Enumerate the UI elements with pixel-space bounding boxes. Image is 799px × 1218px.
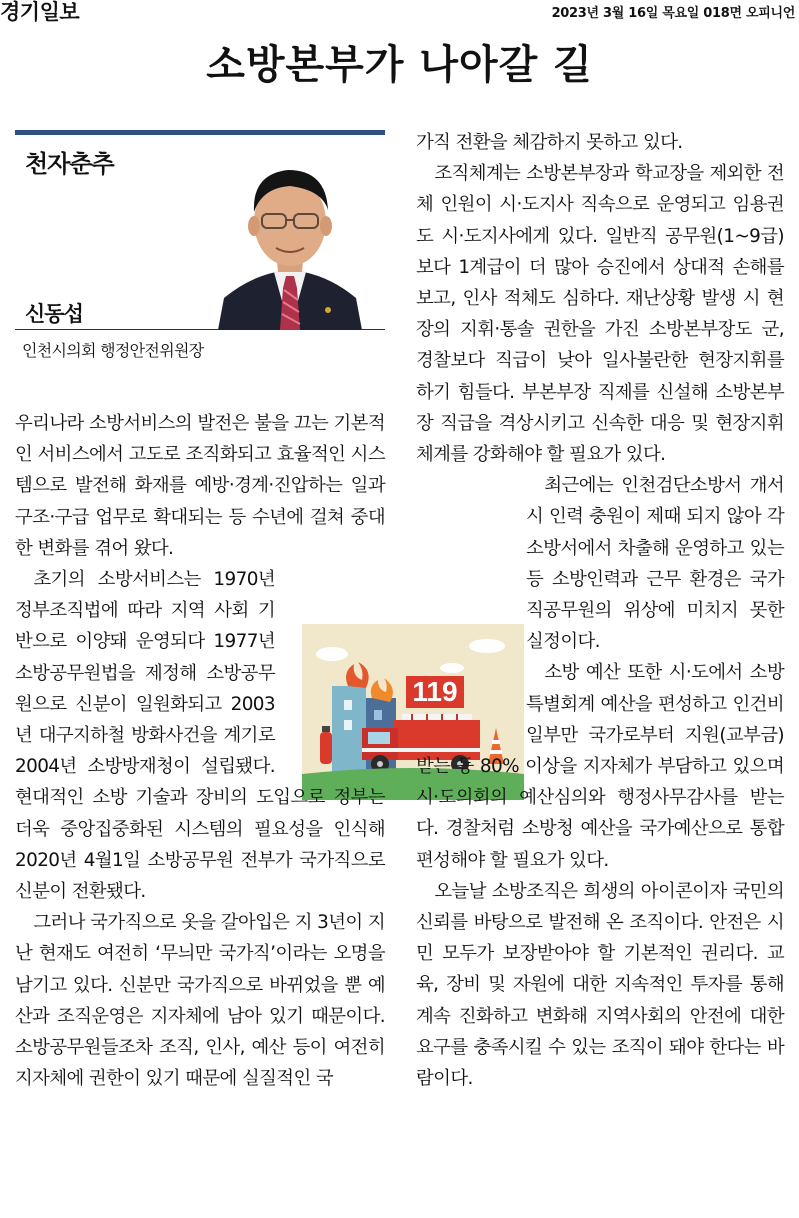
article-paragraph-text: 최근에는 인천검단소방서 개서 시 인력 충원이 제때 되지 않아 각 소방서에서 차출해 운영하고 있는 등 소방인력과 근무 환경은 국가직공무원의 위상에 미치지 못한 실정이다. (526, 475, 784, 653)
illustration-wrap-space (416, 532, 526, 750)
author-name: 신동섭 (25, 302, 83, 326)
article-paragraph (15, 564, 385, 907)
fire-station-number: 119 (412, 676, 458, 707)
article-right-column (416, 127, 784, 1094)
article-paragraph: 오늘날 소방조직은 희생의 아이콘이자 국민의 신뢰를 바탕으로 발전해 온 조직이다. 안전은 시민 모두가 보장받아야 할 기본적인 권리다. 교육, 장비 및 자원에 대한 지속적인 투자를 통해 계속 진화하고 변화해 지역사회의 안전에 대한 요구를 충족시킬 수 있는 조직이 돼야 한다는 바람이다. (416, 880, 784, 1090)
byline-top-bar (15, 130, 385, 135)
article-paragraph: 우리나라 소방서비스의 발전은 불을 끄는 기본적인 서비스에서 고도로 조직화되고 효율적인 시스템으로 발전해 화재를 예방·경계·진압하는 일과 구조·구급 업무로 확대되는 등 수년에 걸쳐 중대한 변화를 겪어 왔다. (15, 413, 385, 559)
article-paragraph: 가직 전환을 체감하지 못하고 있다. (416, 132, 683, 153)
article-left-column (15, 408, 385, 1094)
illustration-wrap-space (275, 564, 385, 782)
article-paragraph: 조직체계는 소방본부장과 학교장을 제외한 전체 인원이 시·도지사 직속으로 운영되고 임용권도 시·도지사에게 있다. 일반직 공무원(1~9급)보다 1계급이 더 많아 승진에서 상대적 손해를 보고, 인사 적체도 심하다. 재난상황 발생 시 현장의 지휘·통솔 권한을 가진 소방본부장도 군, 경찰보다 직급이 낮아 일사불란한 현장지휘를 하기 힘들다. 부본부장 직제를 신설해 소방본부장 직급을 격상시키고 신속한 대응 및 현장지휘체계를 강화해야 할 필요가 있다. (416, 163, 784, 466)
publication-dateline: 2023년 3월 16일 목요일 018면 오피니언 (551, 6, 795, 21)
author-title: 인천시의회 행정안전위원장 (22, 341, 204, 360)
newspaper-logo: 경기일보 (0, 0, 80, 24)
article-headline: 소방본부가 나아갈 길 (206, 42, 593, 88)
column-name: 천자춘추 (25, 150, 114, 178)
author-portrait (218, 150, 362, 330)
article-paragraph (416, 470, 784, 657)
article-paragraph: 그러나 국가직으로 옷을 갈아입은 지 3년이 지난 현재도 여전히 ‘무늬만 국가직’이라는 오명을 남기고 있다. 신분만 국가직으로 바뀌었을 뿐 예산과 조직운영은 지자체에 남아 있기 때문이다. 소방공무원들조차 조직, 인사, 예산 등이 여전히 지자체에 권한이 있기 때문에 실질적인 국 (15, 912, 385, 1090)
article-paragraph-text: 초기의 소방서비스는 1970년 정부조직법에 따라 지역 사회 기반으로 이양돼 운영되다 1977년 소방공무원법을 제정해 소방공무원으로 신분이 일원화되고 2003년 대구지하철 방화사건을 계기로 2004년 소방방재청이 설립됐다. 현대적인 소방 기술과 장비의 도입으로 정부는 더욱 중앙집중화된 시스템의 필요성을 인식해 2020년 4월1일 소방공무원 전부가 국가직으로 신분이 전환됐다. (15, 569, 385, 903)
article-paragraph: 소방 예산 또한 시·도에서 소방특별회계 예산을 편성하고 인건비 일부만 국가로부터 지원(교부금) 받는 등 80% 이상을 지자체가 부담하고 있으며 시·도의회의 예산심의와 행정사무감사를 받는다. 경찰처럼 소방청 예산을 국가예산으로 통합 편성해야 할 필요가 있다. (416, 662, 784, 871)
